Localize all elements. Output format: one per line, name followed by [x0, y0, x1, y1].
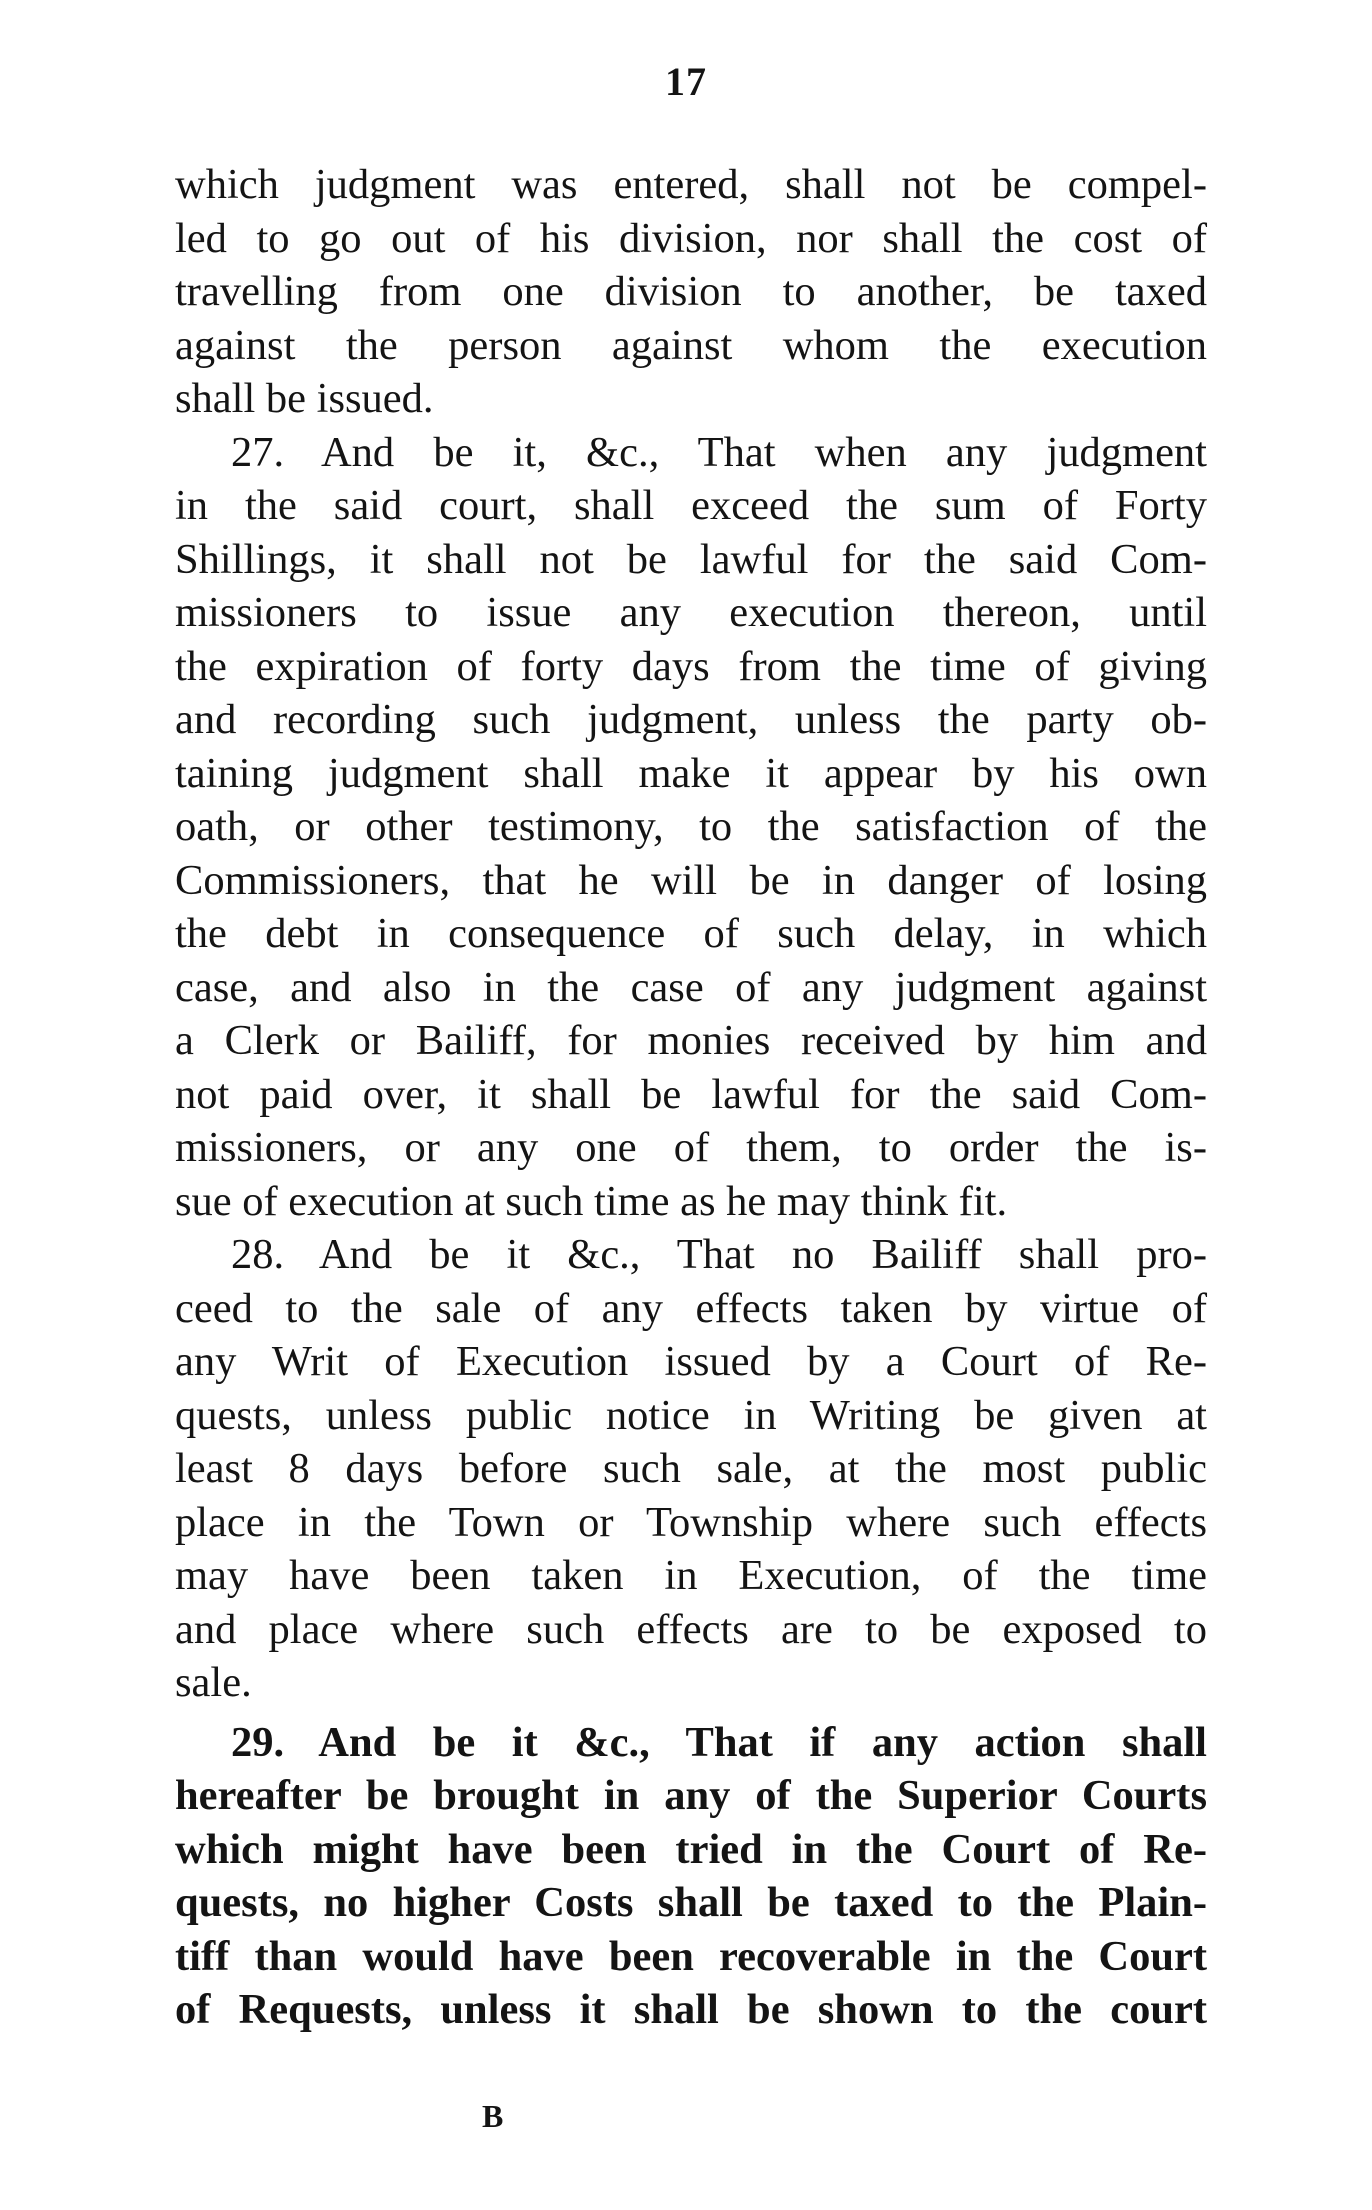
- text-line: which might have been tried in the Court of Re-: [175, 1825, 1207, 1873]
- text-line: of Requests, unless it shall be shown to the court: [175, 1986, 1207, 2033]
- signature-mark: B: [482, 2098, 505, 2134]
- text-line: led to go out of his division, nor shall the cost of: [175, 214, 1207, 262]
- text-line: quests, no higher Costs shall be taxed to the Plain-: [175, 1879, 1207, 1926]
- text-line: oath, or other testimony, to the satisfaction of the: [175, 803, 1207, 850]
- text-line: and recording such judgment, unless the party ob-: [175, 696, 1207, 743]
- text-line: in the said court, shall exceed the sum of Forty: [175, 482, 1207, 529]
- text-line: least 8 days before such sale, at the most public: [175, 1445, 1207, 1492]
- text-line: a Clerk or Bailiff, for monies received by him and: [175, 1017, 1207, 1064]
- text-line: shall be issued.: [175, 375, 434, 422]
- text-line: sue of execution at such time as he may think fit.: [175, 1177, 1008, 1225]
- body-text: [175, 158, 1207, 2037]
- text-line: against the person against whom the execution: [175, 321, 1207, 369]
- section-heading-line: 28. And be it &c., That no Bailiff shall pro-: [231, 1231, 1207, 1278]
- section-heading-line: 27. And be it, &c., That when any judgment: [231, 428, 1207, 476]
- text-line: tiff than would have been recoverable in the Court: [175, 1932, 1207, 1980]
- text-line: case, and also in the case of any judgment against: [175, 963, 1207, 1011]
- text-line: missioners, or any one of them, to order the is-: [175, 1124, 1207, 1171]
- paragraph-section-29: [175, 1716, 1207, 2037]
- text-line: the debt in consequence of such delay, in which: [175, 910, 1207, 957]
- text-line: Commissioners, that he will be in danger of losing: [175, 856, 1207, 904]
- text-line: which judgment was entered, shall not be compel-: [175, 161, 1207, 208]
- text-line: any Writ of Execution issued by a Court of Re-: [175, 1338, 1207, 1385]
- paragraph-section-27: [175, 426, 1207, 1229]
- text-line: Shillings, it shall not be lawful for the said Com-: [175, 535, 1207, 583]
- paragraph-section-28: [175, 1228, 1207, 1710]
- text-line: place in the Town or Township where such effects: [175, 1498, 1207, 1546]
- text-line: and place where such effects are to be exposed to: [175, 1605, 1207, 1653]
- text-line: travelling from one division to another, be taxed: [175, 268, 1207, 315]
- text-line: quests, unless public notice in Writing be given at: [175, 1391, 1207, 1439]
- text-line: sale.: [175, 1659, 252, 1706]
- section-heading-line: 29. And be it &c., That if any action shall: [231, 1718, 1207, 1766]
- text-line: missioners to issue any execution thereon, until: [175, 589, 1207, 636]
- page-number: 17: [665, 59, 707, 104]
- text-line: taining judgment shall make it appear by his own: [175, 749, 1207, 797]
- text-line: not paid over, it shall be lawful for the said Com-: [175, 1070, 1207, 1118]
- text-line: may have been taken in Execution, of the time: [175, 1552, 1207, 1599]
- text-line: the expiration of forty days from the time of giving: [175, 642, 1207, 690]
- paragraph-continuation: [175, 158, 1207, 426]
- text-line: hereafter be brought in any of the Superior Courts: [175, 1772, 1207, 1819]
- text-line: ceed to the sale of any effects taken by virtue of: [175, 1284, 1207, 1332]
